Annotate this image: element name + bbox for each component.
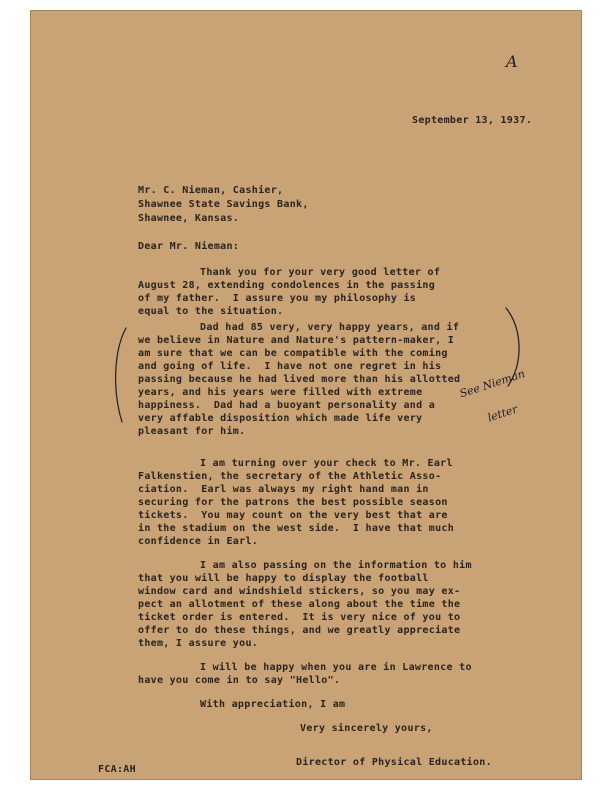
paragraph-line: August 28, extending condolences in the passing [138,280,436,291]
address-line: Shawnee, Kansas. [138,213,240,224]
paragraph-line: I am also passing on the information to him [200,560,472,571]
paragraph-line: them, I assure you. [138,638,259,649]
paragraph-line: ticket order is entered. It is very nice of you to [138,612,461,623]
paragraph-line: Thank you for your very good letter of [200,267,441,278]
paragraph-line: have you come in to say "Hello". [138,675,341,686]
paragraph-line: Falkenstien, the secretary of the Athletic Asso- [138,471,442,482]
closing-line: With appreciation, I am [200,699,346,710]
right-bracket-mark [506,308,519,386]
paragraph-line: I will be happy when you are in Lawrence to [200,662,472,673]
paragraph-line: I am turning over your check to Mr. Earl [200,458,453,469]
paragraph-line: we believe in Nature and Nature's pattern-maker, I [138,335,455,346]
paragraph-line: passing because he had lived more than his allotted [138,374,461,385]
salutation: Dear Mr. Nieman: [138,241,240,252]
paragraph-line: equal to the situation. [138,306,284,317]
left-bracket-mark [116,328,126,422]
paragraph-line: ciation. Earl was always my right hand man in [138,484,429,495]
paragraph-line: confidence in Earl. [138,536,259,547]
paragraph-line: Dad had 85 very, very happy years, and if [200,322,460,333]
margin-note-line: See Nieman [458,367,527,401]
page-marker: A [506,52,518,71]
paragraph-line: window card and windshield stickers, so you may ex- [138,586,461,597]
paragraph-line: pect an allotment of these along about the time the [138,599,461,610]
signature-title: Director of Physical Education. [296,757,492,768]
paragraph-line: happiness. Dad had a buoyant personality and a [138,400,436,411]
letter-date: September 13, 1937. [412,115,533,126]
paragraph-line: in the stadium on the west side. I have that much [138,523,455,534]
address-line: Mr. C. Nieman, Cashier, [138,185,284,196]
address-line: Shawnee State Savings Bank, [138,199,309,210]
letter-page [30,10,582,780]
paragraph-line: and going of life. I have not one regret in his [138,361,442,372]
paragraph-line: am sure that we can be compatible with the coming [138,348,448,359]
reference-initials: FCA:AH [98,764,136,775]
paragraph-line: securing for the patrons the best possible season [138,497,448,508]
paragraph-line: offer to do these things, and we greatly appreciate [138,625,461,636]
paragraph-line: years, and his years were filled with extreme [138,387,423,398]
paragraph-line: of my father. I assure you my philosophy is [138,293,417,304]
paragraph-line: very affable disposition which made life very [138,413,423,424]
paragraph-line: pleasant for him. [138,426,246,437]
closing-line: Very sincerely yours, [300,723,433,734]
paragraph-line: that you will be happy to display the football [138,573,429,584]
margin-note-line: letter [486,402,520,425]
handwritten-brackets [30,10,582,780]
paragraph-line: tickets. You may count on the very best that are [138,510,448,521]
